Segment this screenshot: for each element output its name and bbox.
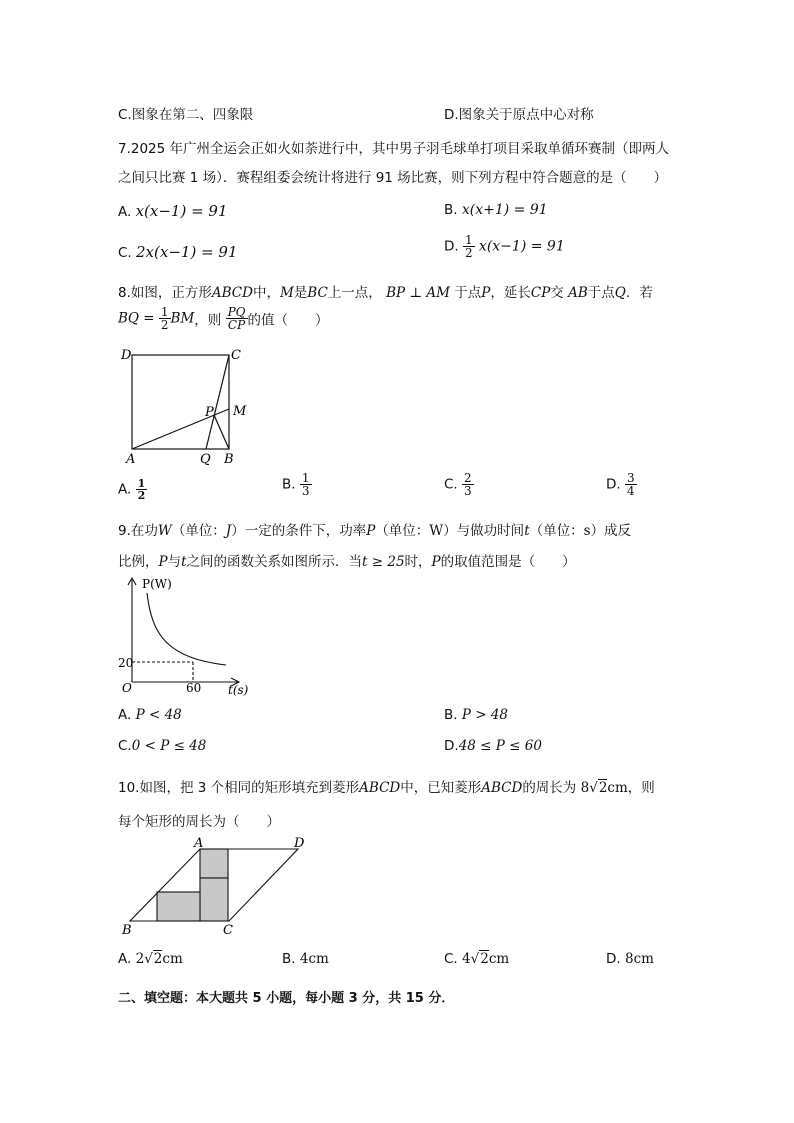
q10-option-d: D. 8cm [606,951,654,967]
q7-option-d-fraction: $\frac{1}{2}$ [464,233,473,260]
q7-option-b-expr: x(x+1) = 91 [461,202,548,218]
q10-stem-line1: 10.如图，把 3 个相同的矩形填充到菱形ABCD中，已知菱形ABCD的周长为 8√2cm，则 [118,780,655,796]
q10-option-b: B. 4cm [282,951,329,967]
q7-option-c-expr: 2x(x−1) = 91 [136,243,238,261]
label-b: B [224,452,234,467]
q7-stem-line1: 7.2025 年广州全运会正如火如荼进行中，其中男子羽毛球单打项目采取单循环赛制（即两人 [118,141,670,157]
q9-option-c: C.0 < P ≤ 48 [118,738,207,754]
q9-option-b: B. P > 48 [444,707,509,723]
q6-option-d: D.图象关于原点中心对称 [444,107,594,123]
q10-option-a: A. 2√2cm [118,951,183,967]
label-a: A [194,836,204,851]
q8-option-b: B. $\frac{1}{3}$ [282,471,310,498]
x-axis-label: t(s) [228,683,249,697]
inverse-curve [147,593,226,665]
label-d: D [121,348,132,363]
q8-pq-cp-fraction: $\frac{PQ}{CP}$ [227,305,246,332]
q8-stem-line1: 8.如图，正方形ABCD中，M是BC上一点， BP ⊥ AM 于点P，延长CP交 AB于点Q．若 [118,285,653,301]
q10-stem-line2: 每个矩形的周长为（ ） [118,814,280,830]
rectangle-2 [200,878,228,921]
y-axis-label: P(W) [142,577,172,591]
q9-option-d: D.48 ≤ P ≤ 60 [444,738,542,754]
label-b: B [122,923,132,938]
q8-option-a: A. $\frac{1}{2}$ [118,477,146,502]
label-p: P [205,405,214,420]
label-c: C [231,348,241,363]
y-tick-label: 20 [118,656,134,670]
square-abcd [132,355,229,449]
q9-stem-line1: 9.在功W（单位：J）一定的条件下，功率P（单位：W）与做功时间t（单位：s）成反 [118,523,632,539]
q7-stem-line2: 之间只比赛 1 场）．赛程组委会统计将进行 91 场比赛，则下列方程中符合题意的是（ ） [118,170,668,186]
rectangle-3 [157,892,200,921]
label-q: Q [200,452,211,467]
label-c: C [223,923,233,938]
q9-stem-line2: 比例，P与t之间的函数关系如图所示．当t ≥ 25时，P的取值范围是（ ） [118,554,576,570]
section-2-heading: 二、填空题：本大题共 5 小题，每小题 3 分，共 15 分． [118,991,455,1006]
q10-rhombus-figure [116,834,316,938]
q10-option-c: C. 4√2cm [444,951,510,967]
q8-half-fraction: $\frac{1}{2}$ [160,305,169,332]
label-d: D [294,836,305,851]
q8-option-d: D. $\frac{3}{4}$ [606,471,635,498]
q7-option-d-expr: x(x−1) = 91 [478,238,565,255]
q9-power-time-graph [116,574,256,698]
q8-square-figure [112,344,252,468]
origin-label: O [122,681,132,695]
x-tick-label: 60 [186,681,202,695]
q7-option-d: D. $\frac{1}{2}$ x(x−1) = 91 [444,233,565,260]
label-m: M [233,404,247,419]
segment-bp [214,415,229,449]
q7-option-b: B. x(x+1) = 91 [444,202,548,218]
q7-option-a-expr: x(x−1) = 91 [135,202,228,220]
rectangle-1 [200,849,228,878]
q9-option-a: A. P < 48 [118,707,182,723]
label-a: A [126,452,136,467]
q7-option-a: A. x(x−1) = 91 [118,202,228,220]
segment-cq [206,355,229,449]
q8-stem-line2: BQ = $\frac{1}{2}$ BM，则 $\frac{PQ}{CP}$ 的值（ ） [118,305,329,332]
q7-option-c: C. 2x(x−1) = 91 [118,243,238,261]
q6-option-c: C.图象在第二、四象限 [118,107,254,123]
q8-option-c: C. $\frac{2}{3}$ [444,471,472,498]
